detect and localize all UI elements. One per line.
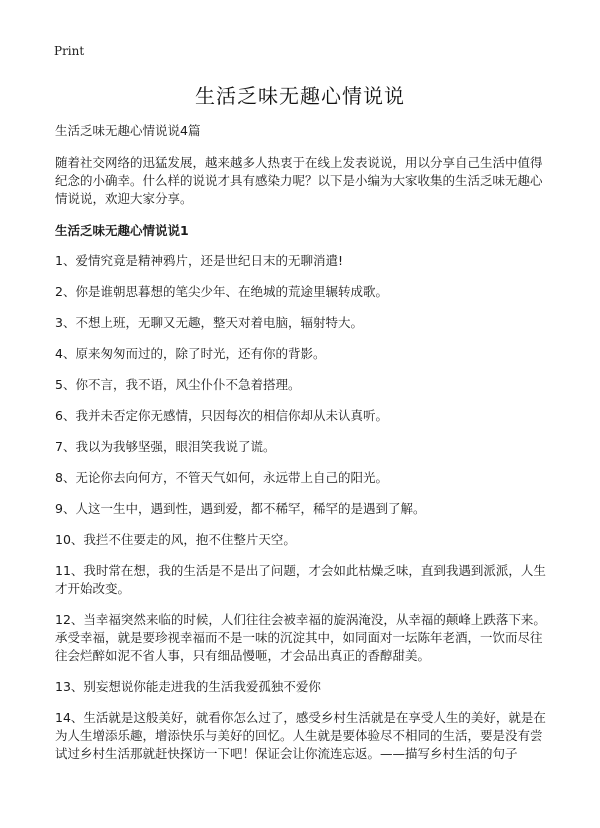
page-title: 生活乏味无趣心情说说 <box>195 84 405 108</box>
article-body <box>55 122 551 776</box>
list-item: 9、人这一生中，遇到性，遇到爱，都不稀罕，稀罕的是遇到了解。 <box>55 501 426 516</box>
intro-paragraph: 随着社交网络的迅猛发展，越来越多人热衷于在线上发表说说，用以分享自己生活中值得纪念的小确幸。什么样的说说才具有感染力呢？以下是小编为大家收集的生活乏味无趣心情说说，欢迎大家分享。 <box>55 155 543 206</box>
list-item: 1、爱情究竟是精神鸦片，还是世纪日末的无聊消遣! <box>55 253 343 268</box>
list-item: 10、我拦不住要走的风，抱不住整片天空。 <box>55 532 296 547</box>
list-item: 8、无论你去向何方，不管天气如何，永远带上自己的阳光。 <box>55 470 388 485</box>
list-item: 2、你是谁朝思暮想的笔尖少年、在绝城的荒途里辗转成歌。 <box>55 284 388 299</box>
list-item: 14、生活就是这般美好，就看你怎么过了，感受乡村生活就是在享受人生的美好，就是在为人生增添乐趣，增添快乐与美好的回忆。人生就是要体验尽不相同的生活，要是没有尝试过乡村生活那就赶快探访一下吧！保证会让你流连忘返。——描写乡村生活的句子 <box>55 710 546 761</box>
list-item: 13、别妄想说你能走进我的生活我爱孤独不爱你 <box>55 679 321 694</box>
list-item: 3、不想上班，无聊又无趣，整天对着电脑，辐射特大。 <box>55 315 363 330</box>
list-item: 7、我以为我够坚强，眼泪笑我说了谎。 <box>55 439 276 454</box>
list-item: 6、我并未否定你无感情，只因每次的相信你却从未认真听。 <box>55 408 388 423</box>
article-subtitle: 生活乏味无趣心情说说4篇 <box>55 123 201 138</box>
print-link[interactable]: Print <box>54 44 85 58</box>
quote-list <box>55 252 551 763</box>
list-item: 11、我时常在想，我的生活是不是出了问题，才会如此枯燥乏味，直到我遇到派派，人生才开始改变。 <box>55 563 546 596</box>
list-item: 12、当幸福突然来临的时候，人们往往会被幸福的旋涡淹没，从幸福的颠峰上跌落下来。承受幸福，就是要珍视幸福而不是一味的沉淀其中，如同面对一坛陈年老酒，一饮而尽往往会烂醉如泥不省人事，只有细品慢咂，才会品出真正的香醇甜美。 <box>55 612 546 663</box>
list-item: 4、原来匆匆而过的，除了时光，还有你的背影。 <box>55 346 326 361</box>
list-item: 5、你不言，我不语，风尘仆仆不急着搭理。 <box>55 377 301 392</box>
section-heading: 生活乏味无趣心情说说1 <box>55 223 189 238</box>
